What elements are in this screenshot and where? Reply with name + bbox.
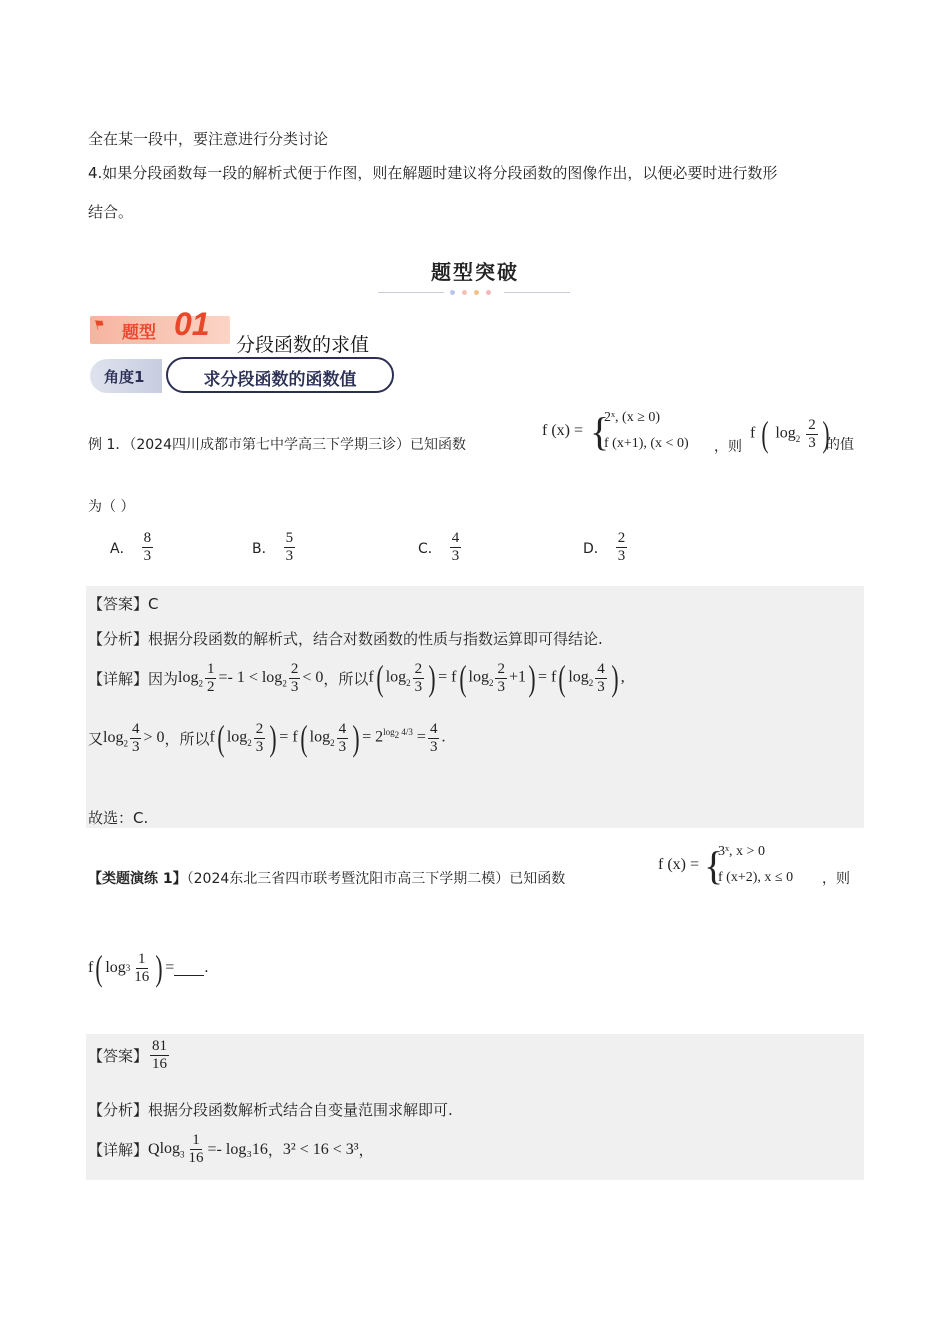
answer-den: 16	[152, 1056, 168, 1072]
option-num: 5	[285, 530, 294, 546]
example1-brace: {	[590, 409, 610, 454]
detail-label: 【详解】	[88, 1141, 149, 1159]
angle-tag-label: 角度1	[104, 368, 145, 386]
answer-label: 【答案】	[88, 595, 149, 613]
angle-title: 求分段函数的函数值	[203, 370, 357, 390]
practice1-label: 【类题演练 1】	[88, 871, 187, 887]
practice1-mid: ，则	[822, 871, 850, 887]
section-dot	[450, 290, 455, 295]
option-letter: B．	[252, 540, 276, 557]
section-dot	[486, 290, 491, 295]
option-c[interactable]	[418, 530, 463, 565]
option-d[interactable]	[583, 530, 629, 565]
conclusion-1: 故选：C.	[88, 809, 149, 827]
answer-value: C	[148, 595, 159, 613]
option-letter: D．	[583, 540, 608, 557]
answer-line-1	[88, 593, 159, 614]
detail-label: 【详解】	[88, 669, 149, 688]
detail-math-5: $\log_3$ $\frac{1}{16}$	[159, 1132, 204, 1166]
angle-title-pill	[166, 357, 394, 393]
answer-line-2	[88, 1038, 171, 1073]
analysis-text: 根据分段函数的解析式，结合对数函数的性质与指数运算即可得结论.	[148, 630, 603, 648]
option-b[interactable]	[252, 530, 297, 565]
analysis-label: 【分析】	[88, 630, 149, 648]
option-den: 3	[617, 548, 626, 564]
option-letter: C．	[418, 540, 442, 557]
section-title: 题型突破	[431, 260, 519, 284]
answer-label: 【答案】	[88, 1047, 149, 1065]
practice1-end: .	[204, 959, 209, 976]
detail-so2: ，所以	[164, 729, 210, 748]
option-a[interactable]	[110, 530, 155, 565]
detail-eq: =- log₃16	[207, 1140, 268, 1158]
section-rule-right	[504, 292, 570, 293]
detail-math-1: $\log_2$ $\frac{1}{2}$ =- $1 < \log_2$ $\frac{2}{3}$ < 0	[178, 660, 324, 695]
example1-target: f ( $\log_2$ $\frac{2}{3}$ )	[750, 414, 830, 454]
detail-because: 因为	[148, 669, 179, 688]
option-letter: A．	[110, 540, 134, 557]
topic-number: 01	[174, 306, 210, 342]
answer-blank[interactable]	[174, 961, 204, 976]
solution-box-1	[86, 586, 864, 828]
example1-prefix: 例 1．（2024四川成都市第七中学高三下学期三诊）已知函数	[88, 437, 466, 453]
analysis-line-2	[88, 1099, 453, 1120]
detail-so: ，所以	[323, 669, 369, 688]
detail-math-4: f( $\log_2$ $\frac{2}{3}$ ) = f( $\log_2$ $\frac{4}{3}$ ) = $2^{log_2 4/3}$ = $\frac{4}{3}$ .	[209, 718, 446, 758]
section-rule-left	[378, 292, 444, 293]
practice1-brace: {	[704, 843, 724, 888]
practice1-source: （2024东北三省四市联考暨沈阳市高三下学期二模）已知函数	[186, 871, 566, 887]
intro-line-3: 结合。	[88, 203, 134, 221]
option-num: 2	[617, 530, 626, 546]
detail-ineq: 3² < 16 < 3³	[282, 1140, 359, 1158]
detail-symbol: Q	[148, 1140, 160, 1158]
option-num: 8	[143, 530, 152, 546]
topic-label: 题型	[122, 323, 156, 343]
section-dot	[474, 290, 479, 295]
example1-piece2: f (x+1), (x < 0)	[604, 436, 689, 451]
option-den: 3	[285, 548, 294, 564]
option-den: 3	[143, 548, 152, 564]
detail-line-1	[88, 660, 625, 696]
practice1-expression: f ( log 3 $\frac{1}{16}$ ) = .	[88, 948, 209, 988]
practice1-piece1: 3ˣ, x > 0	[718, 844, 765, 859]
practice1-piece2: f (x+2), x ≤ 0	[718, 870, 794, 885]
analysis-text: 根据分段函数解析式结合自变量范围求解即可.	[148, 1101, 453, 1119]
example1-tail: 的值	[826, 437, 854, 453]
example1-mid: ，则	[714, 439, 742, 455]
detail-also: 又	[88, 729, 104, 748]
practice1-equals: =	[165, 959, 175, 976]
option-den: 3	[451, 548, 460, 564]
intro-line-1: 全在某一段中，要注意进行分类讨论	[88, 130, 329, 148]
section-dot	[462, 290, 467, 295]
option-num: 4	[451, 530, 460, 546]
practice1-fx: f (x) =	[658, 856, 700, 873]
detail-math-3: $\log_2$ $\frac{4}{3}$ > 0	[103, 720, 165, 755]
example1-wei: 为（ ）	[88, 499, 135, 515]
detail-line-2	[88, 720, 445, 756]
example1-fx: f (x) =	[542, 422, 584, 439]
angle-tag	[90, 359, 162, 393]
answer-num: 81	[152, 1038, 168, 1054]
detail-math-2: f( $\log_2$ $\frac{2}{3}$ ) = f( $\log_2$ $\frac{2}{3}$ +1) = f( $\log_2$ $\frac{4}{3}$ ) ,	[368, 658, 625, 698]
example1-piece1: 2ˣ, (x ≥ 0)	[604, 410, 661, 425]
analysis-line-1	[88, 628, 603, 649]
detail-line-3: 【详解】 Q $\log_3$ $\frac{1}{16}$ =- log₃16 ， 3² < 16 < 3³ ，	[88, 1132, 374, 1166]
practice1-intro	[88, 868, 565, 888]
intro-line-2: 4.如果分段函数每一段的解析式便于作图，则在解题时建议将分段函数的图像作出，以便必要时进行数形	[88, 164, 778, 182]
topic-name: 分段函数的求值	[236, 334, 370, 356]
flag-icon: ⚑	[92, 316, 108, 335]
analysis-label: 【分析】	[88, 1101, 149, 1119]
